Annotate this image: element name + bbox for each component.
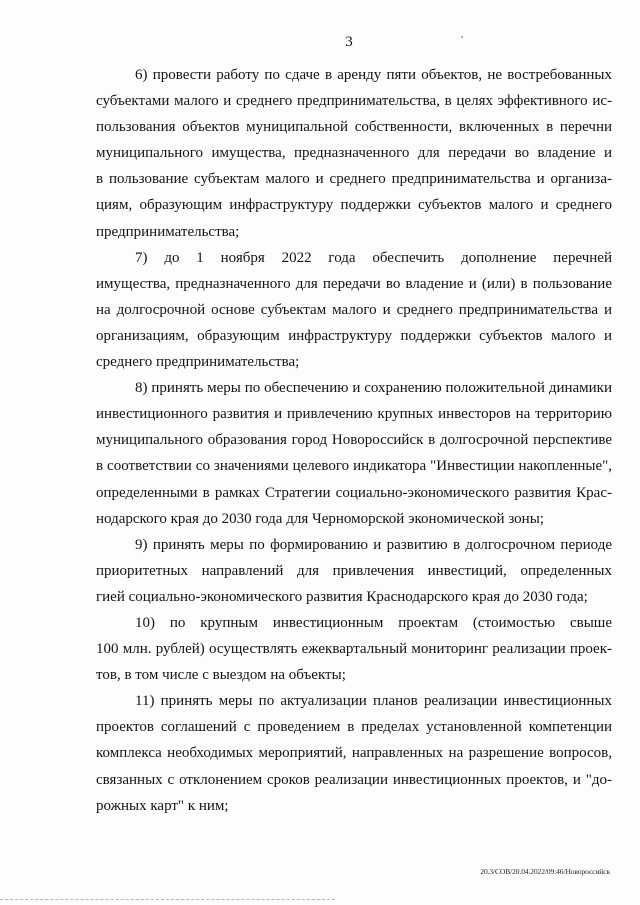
- text-line: проектов соглашений с проведением в пределах установленной компетенции: [96, 719, 612, 736]
- text-line: пользования объектов муниципальной собственности, включенных в перечни: [96, 119, 612, 136]
- text-line: 11) принять меры по актуализации планов реализации инвестиционных: [135, 693, 612, 710]
- text-line: имущества, предназначенного для передачи во владение и (или) в пользование: [96, 275, 612, 292]
- scan-edge-line: [0, 899, 335, 900]
- text-line: нодарского края до 2030 года для Черноморской экономической зоны;: [96, 510, 544, 527]
- text-line: 10) по крупным инвестиционным проектам (стоимостью свыше: [135, 614, 612, 631]
- text-line: 6) провести работу по сдаче в аренду пяти объектов, не востребованных: [135, 67, 612, 83]
- paragraph-item-11: [96, 688, 612, 818]
- text-line: рожных карт" к ним;: [96, 797, 229, 814]
- text-line: на долгосрочной основе субъектам малого и среднего предпринимательства и: [96, 301, 612, 318]
- text-line: муниципального имущества, предназначенного для передачи во владение и: [96, 145, 612, 162]
- paragraph-item-9: [96, 532, 612, 610]
- text-line: субъектами малого и среднего предпринимательства, в целях эффективного ис-: [96, 93, 612, 110]
- paragraph-item-6: [96, 62, 612, 245]
- text-line: 8) принять меры по обеспечению и сохранению положительной динамики: [135, 380, 612, 397]
- text-line: предпринимательства;: [96, 223, 240, 240]
- page-number: 3: [345, 34, 353, 50]
- text-line: тов, в том числе с выездом на объекты;: [96, 667, 346, 684]
- text-line: 7) до 1 ноября 2022 года обеспечить дополнение перечней: [135, 249, 612, 266]
- text-line: среднего предпринимательства;: [96, 354, 300, 371]
- paragraph-item-7: [96, 245, 612, 375]
- document-body: [96, 62, 612, 819]
- text-line: гией социально-экономического развития Краснодарского края до 2030 года;: [96, 588, 588, 605]
- text-line: связанных с отклонением сроков реализации инвестиционных проектов, и "до-: [96, 771, 612, 788]
- paragraph-item-10: [96, 610, 612, 688]
- scan-speck: [461, 36, 463, 38]
- text-line: циям, образующим инфраструктуру поддержки субъектов малого и среднего: [96, 197, 612, 214]
- text-line: инвестиционного развития и привлечению крупных инвесторов на территорию: [96, 406, 612, 423]
- text-line: 100 млн. рублей) осуществлять ежеквартальный мониторинг реализации проек-: [96, 641, 612, 658]
- text-line: комплекса необходимых мероприятий, направленных на разрешение вопросов,: [96, 745, 612, 762]
- text-line: в пользование субъектам малого и среднего предпринимательства и организа-: [96, 171, 612, 188]
- text-line: 9) принять меры по формированию и развитию в долгосрочном периоде: [135, 536, 612, 553]
- paragraph-item-8: [96, 375, 612, 532]
- text-line: муниципального образования город Новороссийск в долгосрочной перспективе: [96, 432, 612, 449]
- footer-registration-stamp: 20.3/СОВ/20.04.2022/09:46/Новороссийск: [480, 867, 610, 876]
- text-line: в соответствии со значениями целевого индикатора "Инвестиции накопленные",: [96, 458, 612, 475]
- text-line: организациям, образующим инфраструктуру поддержки субъектов малого и: [96, 327, 612, 344]
- text-line: приоритетных направлений для привлечения инвестиций, определенных: [96, 562, 612, 579]
- text-line: определенными в рамках Стратегии социально-экономического развития Крас-: [96, 484, 612, 501]
